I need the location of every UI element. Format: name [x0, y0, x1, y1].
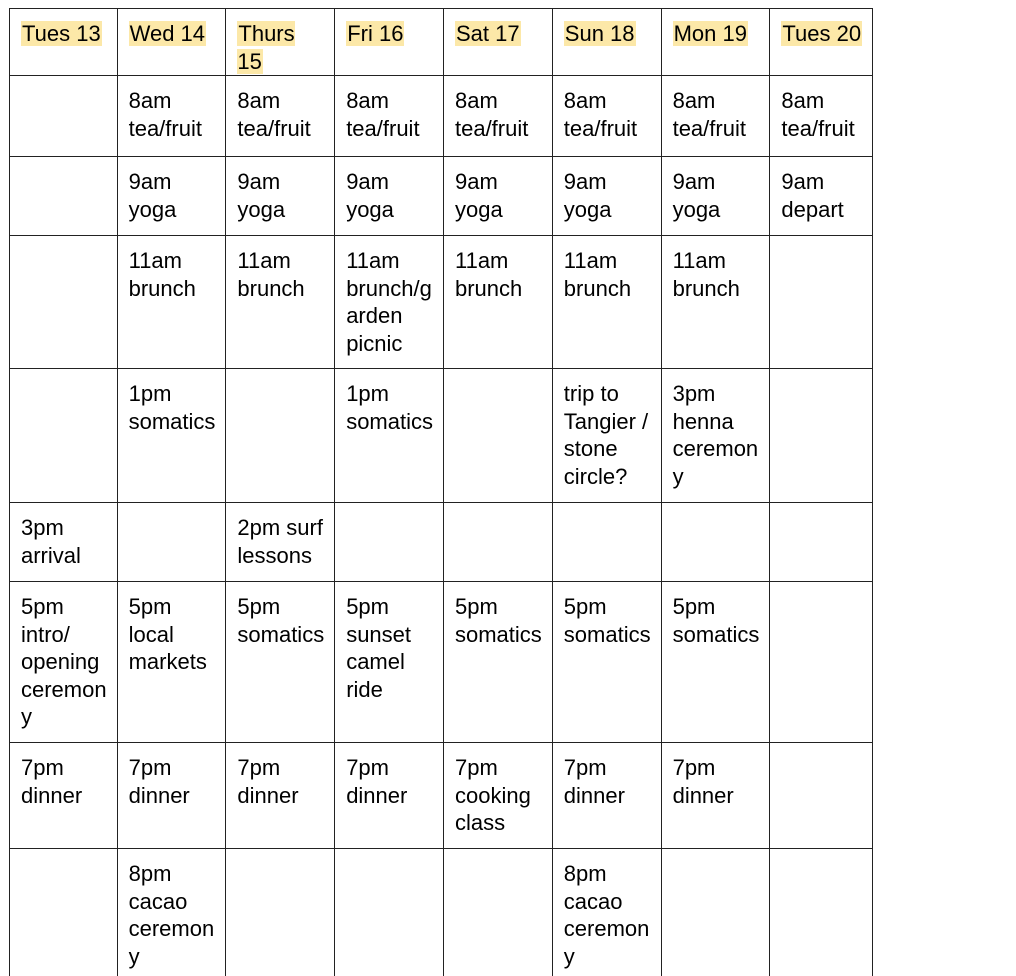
- schedule-cell-thurs-15[interactable]: [226, 369, 335, 503]
- schedule-cell-wed-14[interactable]: 7pm dinner: [117, 743, 226, 849]
- schedule-cell-thurs-15[interactable]: 2pm surf lessons: [226, 503, 335, 582]
- schedule-cell-mon-19[interactable]: 7pm dinner: [661, 743, 770, 849]
- schedule-cell-wed-14[interactable]: 1pm somatics: [117, 369, 226, 503]
- schedule-cell-thurs-15[interactable]: [226, 849, 335, 976]
- schedule-row: [10, 582, 873, 743]
- schedule-row: [10, 849, 873, 976]
- schedule-cell-thurs-15[interactable]: 11am brunch: [226, 236, 335, 369]
- schedule-cell-wed-14[interactable]: 11am brunch: [117, 236, 226, 369]
- schedule-row: [10, 503, 873, 582]
- schedule-cell-tues-20[interactable]: [770, 503, 873, 582]
- schedule-cell-sun-18[interactable]: 11am brunch: [552, 236, 661, 369]
- schedule-cell-sun-18[interactable]: 7pm dinner: [552, 743, 661, 849]
- schedule-cell-fri-16[interactable]: [335, 849, 444, 976]
- schedule-cell-mon-19[interactable]: 3pm henna ceremon y: [661, 369, 770, 503]
- schedule-cell-fri-16[interactable]: 7pm dinner: [335, 743, 444, 849]
- schedule-cell-tues-13[interactable]: 3pm arrival: [10, 503, 118, 582]
- header-cell-tues-13[interactable]: [10, 9, 118, 76]
- header-cell-sat-17[interactable]: [443, 9, 552, 76]
- schedule-cell-fri-16[interactable]: 5pm sunset camel ride: [335, 582, 444, 743]
- schedule-row: [10, 236, 873, 369]
- schedule-row: [10, 157, 873, 236]
- day-label: Sat 17: [455, 21, 520, 46]
- schedule-row: [10, 743, 873, 849]
- schedule-cell-sat-17[interactable]: 9am yoga: [443, 157, 552, 236]
- schedule-cell-sat-17[interactable]: [443, 369, 552, 503]
- schedule-cell-mon-19[interactable]: [661, 503, 770, 582]
- header-cell-fri-16[interactable]: [335, 9, 444, 76]
- schedule-cell-wed-14[interactable]: 9am yoga: [117, 157, 226, 236]
- schedule-cell-sun-18[interactable]: 5pm somatics: [552, 582, 661, 743]
- schedule-cell-fri-16[interactable]: 11am brunch/g arden picnic: [335, 236, 444, 369]
- schedule-cell-thurs-15[interactable]: 7pm dinner: [226, 743, 335, 849]
- schedule-cell-tues-13[interactable]: [10, 849, 118, 976]
- schedule-cell-sat-17[interactable]: [443, 503, 552, 582]
- schedule-cell-tues-13[interactable]: [10, 76, 118, 157]
- schedule-cell-wed-14[interactable]: 5pm local markets: [117, 582, 226, 743]
- schedule-cell-tues-20[interactable]: [770, 369, 873, 503]
- schedule-cell-tues-13[interactable]: [10, 236, 118, 369]
- day-label: Sun 18: [564, 21, 635, 46]
- schedule-cell-tues-13[interactable]: [10, 157, 118, 236]
- schedule-cell-wed-14[interactable]: [117, 503, 226, 582]
- schedule-cell-thurs-15[interactable]: 5pm somatics: [226, 582, 335, 743]
- schedule-cell-thurs-15[interactable]: 8am tea/fruit: [226, 76, 335, 157]
- schedule-cell-tues-20[interactable]: [770, 849, 873, 976]
- schedule-cell-tues-20[interactable]: [770, 236, 873, 369]
- schedule-cell-fri-16[interactable]: 1pm somatics: [335, 369, 444, 503]
- header-cell-tues-20[interactable]: [770, 9, 873, 76]
- schedule-row: [10, 369, 873, 503]
- schedule-cell-fri-16[interactable]: [335, 503, 444, 582]
- schedule-cell-thurs-15[interactable]: 9am yoga: [226, 157, 335, 236]
- header-cell-thurs-15[interactable]: [226, 9, 335, 76]
- schedule-cell-fri-16[interactable]: 9am yoga: [335, 157, 444, 236]
- day-label: Fri 16: [347, 21, 404, 46]
- schedule-cell-wed-14[interactable]: 8am tea/fruit: [117, 76, 226, 157]
- schedule-cell-tues-13[interactable]: 5pm intro/ opening ceremon y: [10, 582, 118, 743]
- schedule-row: [10, 76, 873, 157]
- day-label: Thurs 15: [237, 21, 295, 74]
- schedule-cell-tues-13[interactable]: [10, 369, 118, 503]
- schedule-cell-mon-19[interactable]: [661, 849, 770, 976]
- schedule-cell-tues-20[interactable]: 9am depart: [770, 157, 873, 236]
- schedule-cell-mon-19[interactable]: 5pm somatics: [661, 582, 770, 743]
- header-cell-wed-14[interactable]: [117, 9, 226, 76]
- schedule-cell-sat-17[interactable]: 8am tea/fruit: [443, 76, 552, 157]
- schedule-cell-sun-18[interactable]: trip to Tangier / stone circle?: [552, 369, 661, 503]
- schedule-cell-tues-20[interactable]: [770, 582, 873, 743]
- day-label: Tues 13: [22, 21, 101, 46]
- schedule-cell-wed-14[interactable]: 8pm cacao ceremon y: [117, 849, 226, 976]
- schedule-cell-sat-17[interactable]: 5pm somatics: [443, 582, 552, 743]
- schedule-cell-mon-19[interactable]: 8am tea/fruit: [661, 76, 770, 157]
- schedule-table: [9, 8, 873, 976]
- schedule-cell-tues-20[interactable]: [770, 743, 873, 849]
- schedule-cell-sun-18[interactable]: 8am tea/fruit: [552, 76, 661, 157]
- schedule-cell-mon-19[interactable]: 11am brunch: [661, 236, 770, 369]
- header-cell-mon-19[interactable]: [661, 9, 770, 76]
- schedule-cell-sat-17[interactable]: 7pm cooking class: [443, 743, 552, 849]
- schedule-cell-sat-17[interactable]: 11am brunch: [443, 236, 552, 369]
- header-row: [10, 9, 873, 76]
- day-label: Tues 20: [782, 21, 862, 46]
- schedule-cell-fri-16[interactable]: 8am tea/fruit: [335, 76, 444, 157]
- day-label: Wed 14: [129, 21, 206, 46]
- schedule-cell-sun-18[interactable]: 8pm cacao ceremon y: [552, 849, 661, 976]
- header-cell-sun-18[interactable]: [552, 9, 661, 76]
- schedule-cell-tues-20[interactable]: 8am tea/fruit: [770, 76, 873, 157]
- schedule-cell-mon-19[interactable]: 9am yoga: [661, 157, 770, 236]
- day-label: Mon 19: [673, 21, 747, 46]
- schedule-cell-sun-18[interactable]: 9am yoga: [552, 157, 661, 236]
- schedule-cell-tues-13[interactable]: 7pm dinner: [10, 743, 118, 849]
- schedule-cell-sun-18[interactable]: [552, 503, 661, 582]
- schedule-cell-sat-17[interactable]: [443, 849, 552, 976]
